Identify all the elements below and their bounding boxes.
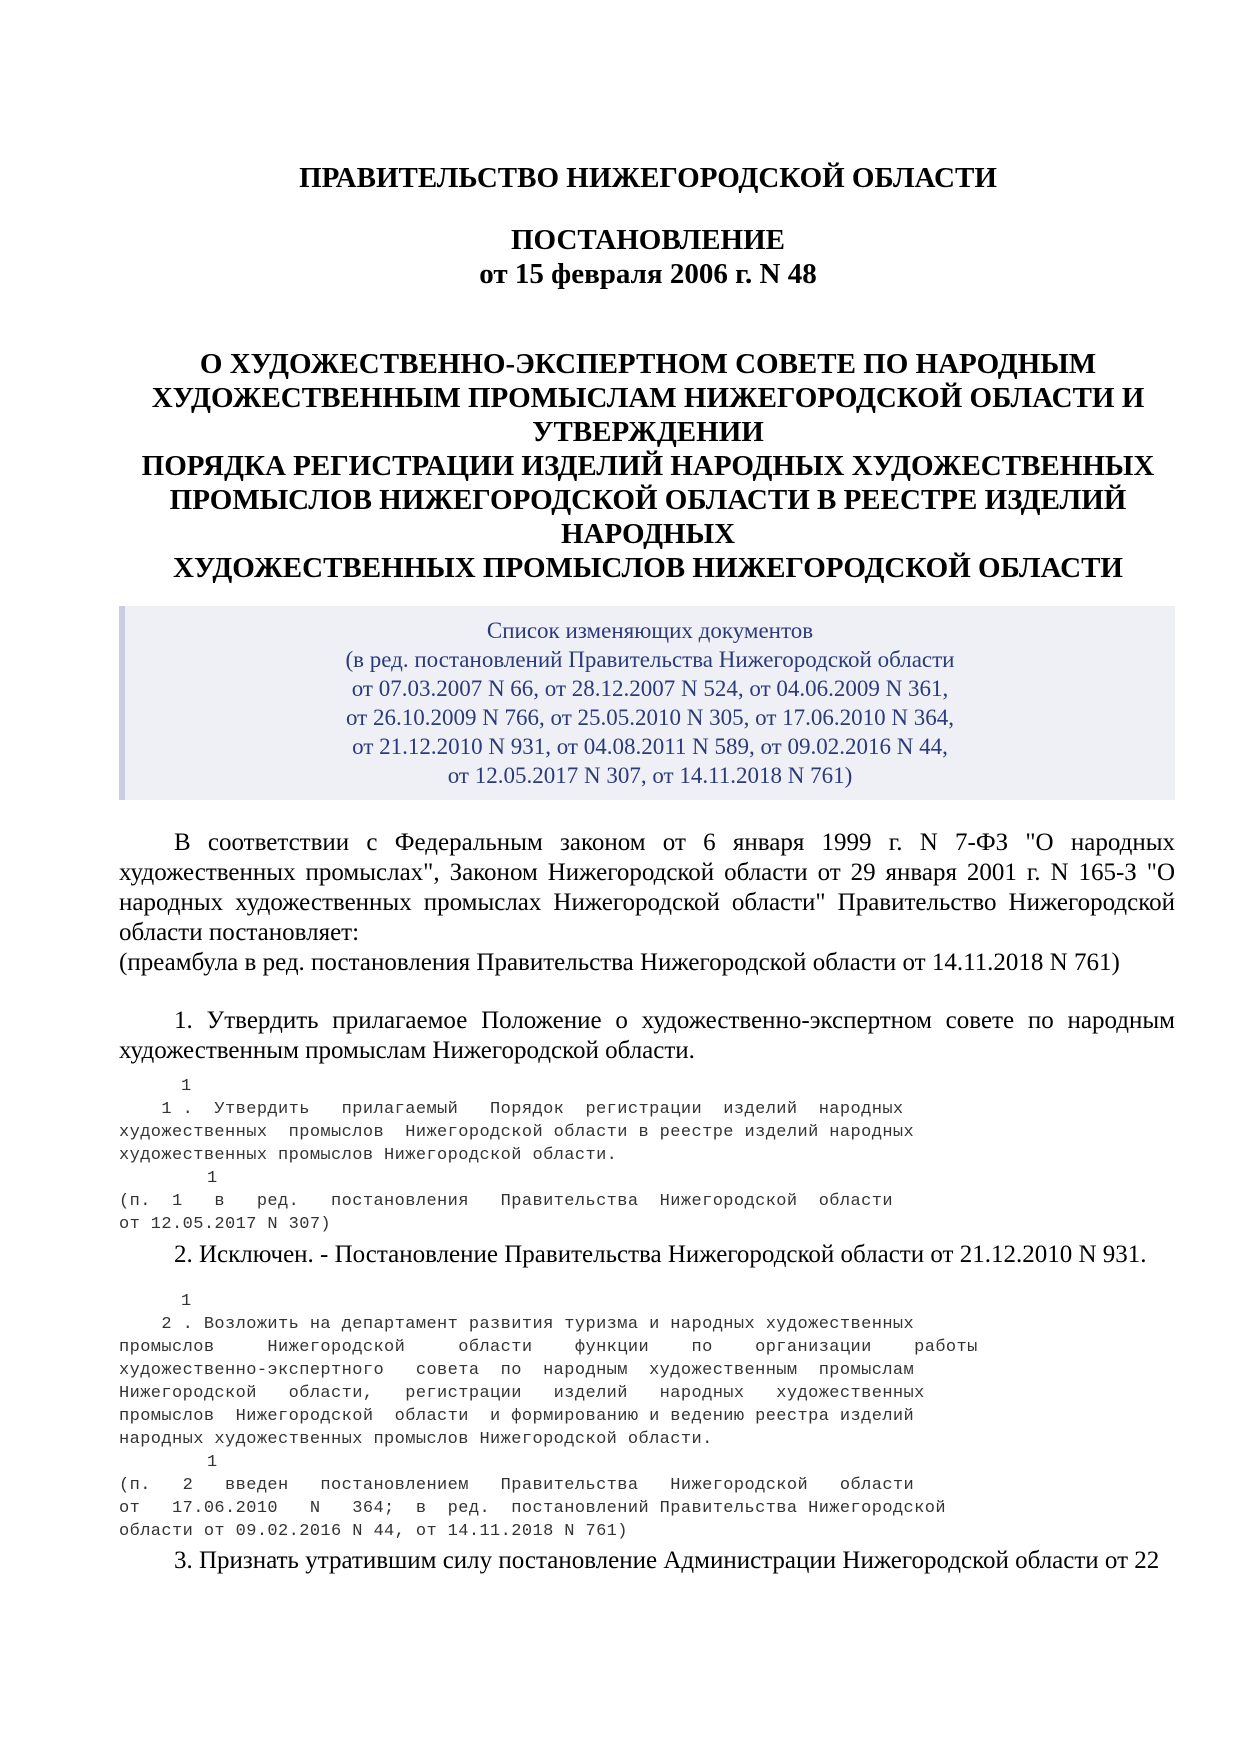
revision-line: от 21.12.2010 N 931, от 04.08.2011 N 589, от 09.02.2016 N 44, (352, 734, 948, 759)
mono-line: 1 . Утвердить прилагаемый Порядок регистрации изделий народных (119, 1100, 904, 1119)
revision-line: от 26.10.2009 N 766, от 25.05.2010 N 305, от 17.06.2010 N 364, (345, 705, 955, 730)
mono-note-line: от 12.05.2017 N 307) (119, 1215, 332, 1234)
item-3-paragraph: 3. Признать утратившим силу постановление Администрации Нижегородской области от 22 (174, 1547, 1160, 1574)
revision-line: (в ред. постановлений Правительства Нижегородской области (345, 647, 955, 672)
mono-line: художественно-экспертного совета по народным художественным промыслам (119, 1361, 915, 1380)
issuing-authority: ПРАВИТЕЛЬСТВО НИЖЕГОРОДСКОЙ ОБЛАСТИ (299, 162, 997, 194)
item-1-paragraph: 1. Утвердить прилагаемое Положение о художественно-экспертном совете по народным художественным промыслам Нижегородской области. (119, 1007, 1175, 1064)
document-type: ПОСТАНОВЛЕНИЕ (510, 224, 785, 256)
document-date: от 15 февраля 2006 г. N 48 (479, 258, 817, 290)
revision-list-box (119, 606, 1175, 800)
revision-list-title: Список изменяющих документов (486, 618, 814, 643)
mono-line: художественных промыслов Нижегородской области. (119, 1146, 618, 1165)
mono-line: промыслов Нижегородской области функции по организации работы (119, 1338, 978, 1357)
mono-note-line: области от 09.02.2016 N 44, от 14.11.2018 N 761) (119, 1522, 628, 1541)
superscript-index: 1 (207, 1453, 218, 1472)
mono-note-line: от 17.06.2010 N 364; в ред. постановлений Правительства Нижегородской (119, 1499, 946, 1518)
mono-note-line: (п. 2 введен постановлением Правительства Нижегородской области (119, 1476, 915, 1495)
mono-line: народных художественных промыслов Нижегородской области. (119, 1430, 713, 1449)
superscript-index: 1 (207, 1169, 218, 1188)
title-line: ПОРЯДКА РЕГИСТРАЦИИ ИЗДЕЛИЙ НАРОДНЫХ ХУДОЖЕСТВЕННЫХ (141, 450, 1155, 482)
item-2-paragraph: 2. Исключен. - Постановление Правительства Нижегородской области от 21.12.2010 N 931. (174, 1241, 1147, 1268)
revision-line: от 12.05.2017 N 307, от 14.11.2018 N 761) (447, 763, 853, 788)
title-line: ХУДОЖЕСТВЕННЫХ ПРОМЫСЛОВ НИЖЕГОРОДСКОЙ ОБЛАСТИ (173, 552, 1123, 584)
preamble-note: (преамбула в ред. постановления Правительства Нижегородской области от 14.11.2018 N 761) (119, 949, 1120, 976)
revision-line: от 07.03.2007 N 66, от 28.12.2007 N 524, от 04.06.2009 N 361, (351, 676, 949, 701)
preamble-paragraph: В соответствии с Федеральным законом от 6 января 1999 г. N 7-ФЗ "О народных художественных промыслах", Законом Нижегородской области от 29 января 2001 г. N 165-З "О народных художественных промыслах Нижегородской области" Правительство Нижегородской области постановляет: (119, 829, 1175, 946)
mono-note-line: (п. 1 в ред. постановления Правительства Нижегородской области (119, 1192, 893, 1211)
mono-line: 2 . Возложить на департамент развития туризма и народных художественных (119, 1315, 915, 1334)
title-line: О ХУДОЖЕСТВЕННО-ЭКСПЕРТНОМ СОВЕТЕ ПО НАРОДНЫМ (199, 348, 1097, 380)
title-line: НАРОДНЫХ (560, 518, 736, 550)
mono-line: промыслов Нижегородской области и формированию и ведению реестра изделий (119, 1407, 915, 1426)
mono-line: Нижегородской области, регистрации изделий народных художественных (119, 1384, 925, 1403)
superscript-index: 1 (181, 1077, 192, 1096)
title-line: ПРОМЫСЛОВ НИЖЕГОРОДСКОЙ ОБЛАСТИ В РЕЕСТРЕ ИЗДЕЛИЙ (169, 484, 1127, 516)
title-line: УТВЕРЖДЕНИИ (532, 416, 764, 448)
mono-line: художественных промыслов Нижегородской области в реестре изделий народных (119, 1123, 915, 1142)
title-line: ХУДОЖЕСТВЕННЫМ ПРОМЫСЛАМ НИЖЕГОРОДСКОЙ ОБЛАСТИ И (151, 382, 1145, 414)
superscript-index: 1 (181, 1292, 192, 1311)
